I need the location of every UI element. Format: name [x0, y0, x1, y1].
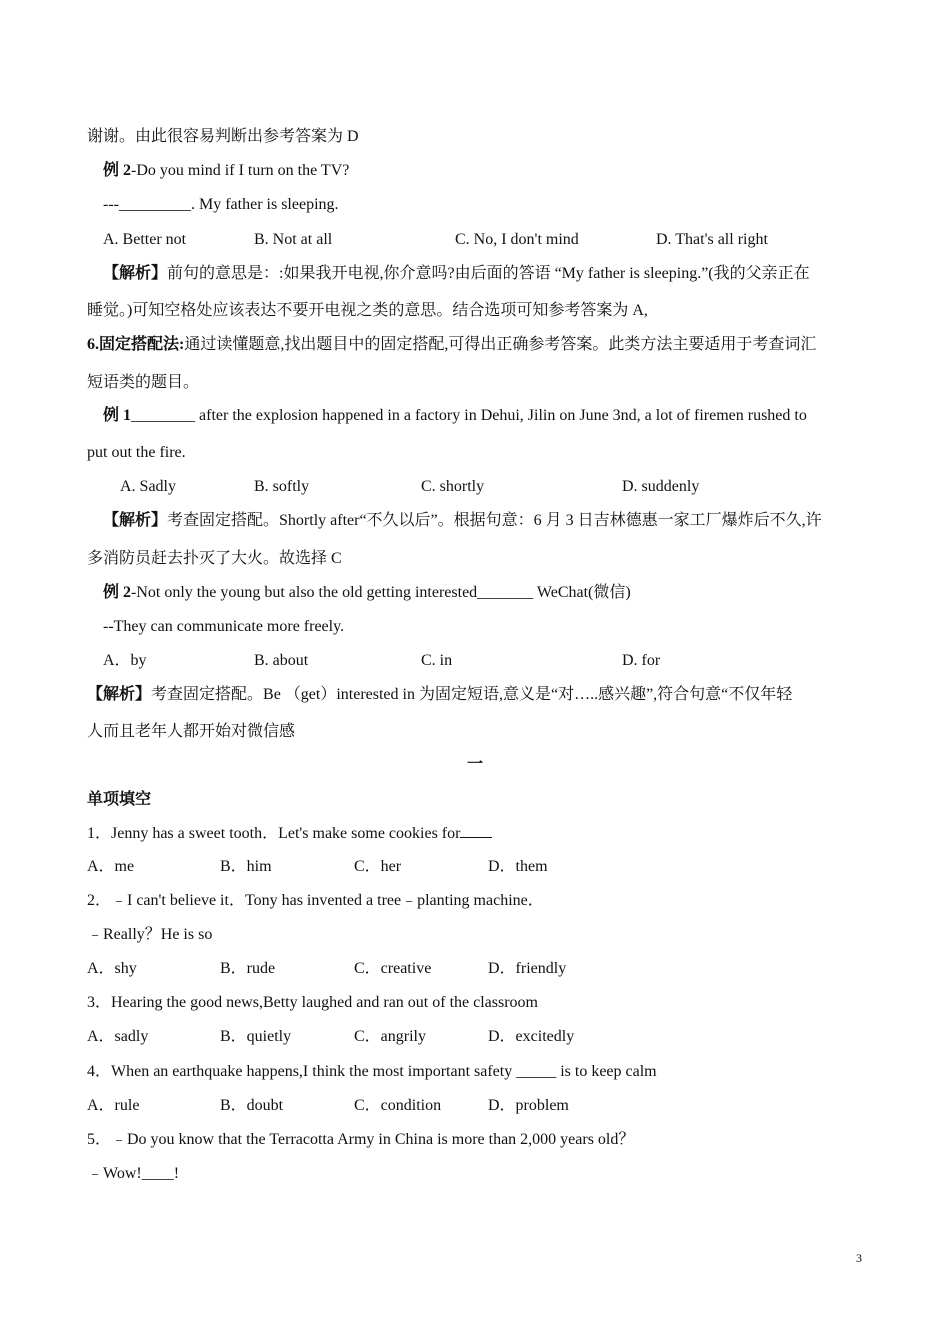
example-label: 例 2 — [103, 584, 132, 601]
question-stem: ﹣Really？He is so — [87, 926, 213, 943]
question-text: -Do you mind if I turn on the TV? — [131, 162, 350, 179]
analysis-label: 【解析】 — [103, 265, 168, 282]
example-reply: ---_________. My father is sleeping. — [103, 196, 339, 213]
option-c: C．condition — [354, 1097, 442, 1114]
analysis-line: 多消防员赶去扑灭了大火。故选择 C — [87, 550, 342, 567]
example-question — [103, 583, 631, 603]
analysis-text: 考查固定搭配。Be （get）interested in 为固定短语,意义是“对…..感兴趣”,符合句意“不仅年轻 — [151, 686, 793, 703]
option-d: D. for — [622, 652, 661, 669]
option-d: D．excitedly — [488, 1028, 575, 1045]
option-c: C. in — [421, 652, 453, 669]
option-a: A．me — [87, 858, 135, 875]
option-b: B．doubt — [220, 1097, 284, 1114]
question-text: put out the fire. — [87, 444, 186, 461]
question-stem: 3．Hearing the good news,Betty laughed and ran out of the classroom — [87, 994, 539, 1011]
example-label: 例 1 — [103, 407, 132, 424]
question-stem: ﹣Wow!____! — [87, 1165, 180, 1182]
option-d: D．problem — [488, 1097, 569, 1114]
paragraph-tail: 谢谢。由此很容易判断出参考答案为 D — [87, 128, 359, 145]
option-a: A．by — [103, 652, 147, 669]
section-divider: 一 — [466, 756, 483, 773]
analysis-line: 睡觉。)可知空格处应该表达不要开电视之类的意思。结合选项可知参考答案为 A, — [87, 302, 648, 319]
analysis-line — [87, 685, 792, 705]
answer-blank — [460, 823, 492, 838]
example-label: 例 2 — [103, 162, 132, 179]
example-question — [103, 161, 349, 181]
option-c: C．angrily — [354, 1028, 426, 1045]
option-b: B．him — [220, 858, 272, 875]
method-text: 通过读懂题意,找出题目中的固定搭配,可得出正确参考答案。此类方法主要适用于考查词汇 — [184, 336, 817, 353]
option-b: B. Not at all — [254, 231, 333, 248]
option-b: B．quietly — [220, 1028, 292, 1045]
page-number: 3 — [856, 1251, 862, 1265]
question-stem: 2．﹣I can't believe it．Tony has invented a tree﹣planting machine． — [87, 892, 544, 909]
question-text: -Not only the young but also the old getting interested_______ WeChat(微信) — [131, 584, 631, 601]
option-d: D. suddenly — [622, 478, 700, 495]
analysis-line: 人而且老年人都开始对微信感 — [87, 723, 296, 740]
question-text: ________ after the explosion happened in a factory in Dehui, Jilin on June 3nd, a lot of firemen rushed to — [131, 407, 807, 424]
option-d: D．them — [488, 858, 548, 875]
question-stem: 5．﹣Do you know that the Terracotta Army in China is more than 2,000 years old？ — [87, 1131, 635, 1148]
option-a: A．shy — [87, 960, 137, 977]
question-text: 1．Jenny has a sweet tooth．Let's make some cookies for — [87, 825, 461, 842]
option-b: B．rude — [220, 960, 276, 977]
analysis-label: 【解析】 — [103, 512, 168, 529]
analysis-text: 前句的意思是：:如果我开电视,你介意吗?由后面的答语 “My father is sleeping.”(我的父亲正在 — [167, 265, 810, 282]
method-heading — [87, 335, 816, 355]
option-a: A．sadly — [87, 1028, 149, 1045]
option-c: C. No, I don't mind — [455, 231, 579, 248]
option-b: B. softly — [254, 478, 310, 495]
example-question — [103, 406, 807, 426]
method-title: 6.固定搭配法: — [87, 336, 185, 353]
option-a: A. Better not — [103, 231, 187, 248]
option-c: C．her — [354, 858, 402, 875]
question-stem — [87, 823, 492, 844]
analysis-line — [103, 264, 810, 284]
option-a: A．rule — [87, 1097, 140, 1114]
question-stem: 4．When an earthquake happens,I think the most important safety _____ is to keep calm — [87, 1063, 657, 1080]
option-c: C．creative — [354, 960, 432, 977]
option-c: C. shortly — [421, 478, 485, 495]
analysis-text: 考查固定搭配。Shortly after“不久以后”。根据句意：6 月 3 日吉林德惠一家工厂爆炸后不久,许 — [167, 512, 822, 529]
option-d: D. That's all right — [656, 231, 768, 248]
analysis-line — [103, 511, 822, 531]
option-b: B. about — [254, 652, 309, 669]
example-reply: --They can communicate more freely. — [103, 618, 345, 635]
method-text: 短语类的题目。 — [87, 374, 200, 391]
option-a: A. Sadly — [120, 478, 176, 495]
option-d: D．friendly — [488, 960, 567, 977]
analysis-label: 【解析】 — [87, 686, 152, 703]
section-title: 单项填空 — [87, 791, 152, 808]
